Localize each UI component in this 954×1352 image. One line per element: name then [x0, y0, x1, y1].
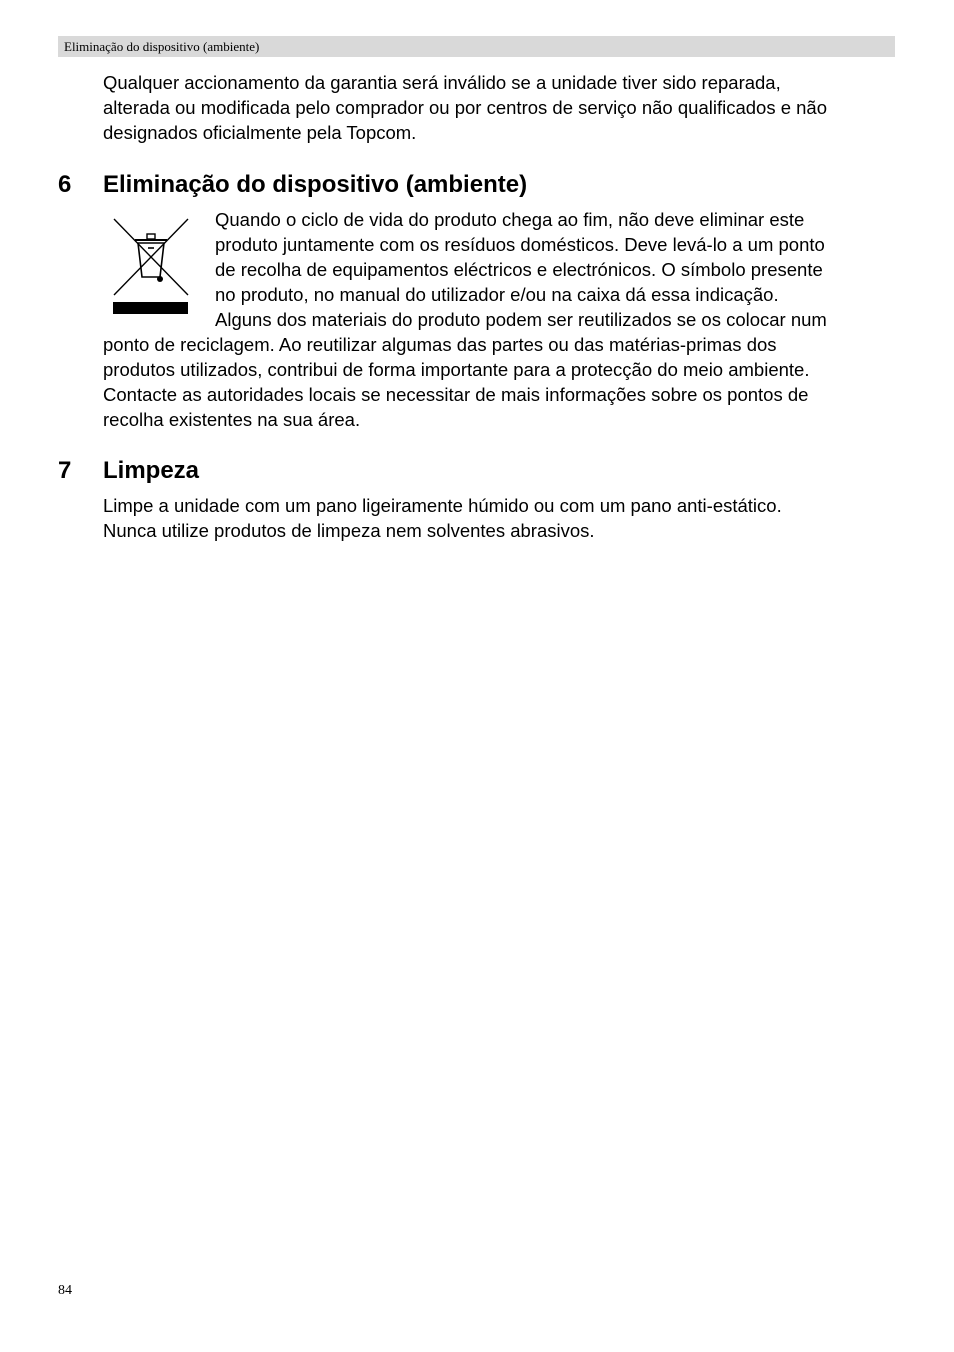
- body-line: no produto, no manual do utilizador e/ou na caixa dá essa indicação.: [215, 284, 779, 305]
- running-header-title: Eliminação do dispositivo (ambiente): [64, 39, 260, 54]
- intro-line: designados oficialmente pela Topcom.: [103, 122, 417, 143]
- body-line: Contacte as autoridades locais se necessitar de mais informações sobre os pontos de: [103, 384, 809, 405]
- section-number: 6: [58, 171, 72, 198]
- section-title: Limpeza: [103, 457, 200, 484]
- body-line: Alguns dos materiais do produto podem ser reutilizados se os colocar num: [215, 309, 827, 330]
- intro-line: Qualquer accionamento da garantia será inválido se a unidade tiver sido reparada,: [103, 72, 781, 93]
- intro-line: alterada ou modificada pelo comprador ou por centros de serviço não qualificados e não: [103, 97, 828, 118]
- weee-crossed-bin-icon: [110, 215, 192, 317]
- page-number: 84: [58, 1283, 72, 1298]
- body-line: ponto de reciclagem. Ao reutilizar algumas das partes ou das matérias-primas dos: [103, 334, 777, 355]
- body-line: recolha existentes na sua área.: [103, 409, 361, 430]
- section-number: 7: [58, 457, 72, 484]
- body-line: Quando o ciclo de vida do produto chega ao fim, não deve eliminar este: [215, 209, 805, 230]
- section-title: Eliminação do dispositivo (ambiente): [103, 171, 528, 198]
- body-line: produtos utilizados, contribui de forma importante para a protecção do meio ambiente.: [103, 359, 810, 380]
- body-line: Limpe a unidade com um pano ligeiramente húmido ou com um pano anti-estático.: [103, 495, 782, 516]
- body-line: produto juntamente com os resíduos domésticos. Deve levá-lo a um ponto: [215, 234, 825, 255]
- body-line: de recolha de equipamentos eléctricos e electrónicos. O símbolo presente: [215, 259, 823, 280]
- body-line: Nunca utilize produtos de limpeza nem solventes abrasivos.: [103, 520, 595, 541]
- running-header: [58, 36, 895, 57]
